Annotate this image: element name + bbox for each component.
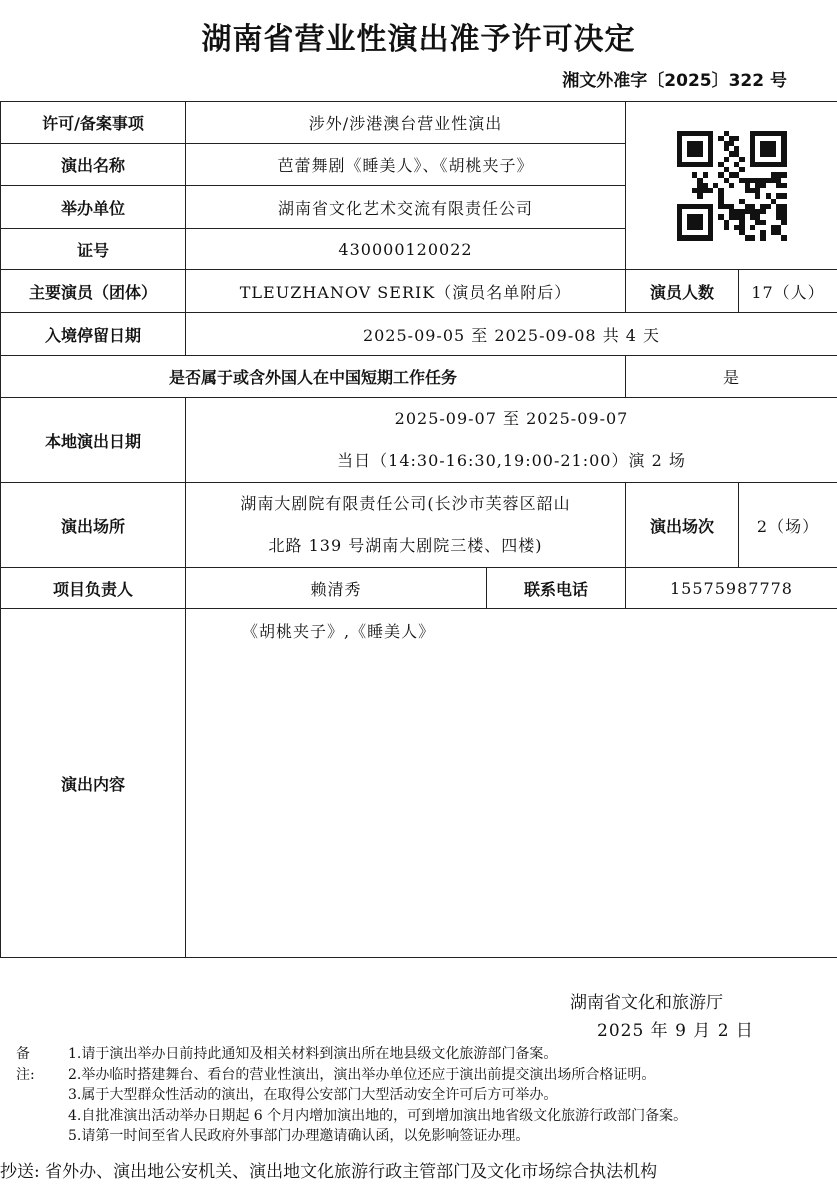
entry-stay-label: 入境停留日期	[1, 313, 186, 356]
performer-count-label: 演员人数	[626, 270, 739, 313]
main-performers-value: TLEUZHANOV SERIK（演员名单附后）	[186, 270, 626, 313]
local-dates-line-1: 2025-09-07 至 2025-09-07	[394, 409, 629, 428]
note-item: 2.举办临时搭建舞台、看台的营业性演出，演出举办单位还应于演出前提交演出场所合格证明。	[68, 1066, 656, 1083]
issuer-name: 湖南省文化和旅游厅	[570, 993, 723, 1013]
cert-no-label: 证号	[1, 229, 186, 270]
short-term-work-label: 是否属于或含外国人在中国短期工作任务	[1, 356, 626, 398]
content-value: 《胡桃夹子》,《睡美人》	[186, 609, 837, 958]
cc-line: 抄送: 省外办、演出地公安机关、演出地文化旅游行政主管部门及文化市场综合执法机构	[0, 1162, 658, 1182]
note-item: 1.请于演出举办日前持此通知及相关材料到演出所在地县级文化旅游部门备案。	[68, 1046, 558, 1062]
cert-no-value: 430000120022	[186, 229, 626, 270]
permit-table	[0, 101, 837, 958]
permit-item-label: 许可/备案事项	[1, 102, 186, 144]
content-label: 演出内容	[1, 609, 186, 958]
local-dates-label: 本地演出日期	[1, 398, 186, 483]
organizer-value: 湖南省文化艺术交流有限责任公司	[186, 186, 626, 229]
venue-value	[186, 483, 626, 568]
project-lead-value: 赖清秀	[186, 568, 487, 609]
document-number: 湘文外准字〔2025〕322 号	[562, 71, 787, 91]
phone-label: 联系电话	[487, 568, 626, 609]
performer-count-value: 17（人）	[739, 270, 837, 313]
notes-label: 备注:	[16, 1046, 35, 1083]
venue-label: 演出场所	[1, 483, 186, 568]
sessions-label: 演出场次	[626, 483, 739, 568]
venue-line-1: 湖南大剧院有限责任公司(长沙市芙蓉区韶山	[240, 494, 571, 513]
organizer-label: 举办单位	[1, 186, 186, 229]
venue-line-2: 北路 139 号湖南大剧院三楼、四楼)	[268, 536, 543, 555]
phone-value: 15575987778	[626, 568, 837, 609]
note-item: 3.属于大型群众性活动的演出，在取得公安部门大型活动安全许可后方可举办。	[68, 1087, 558, 1103]
show-name-label: 演出名称	[1, 144, 186, 186]
notes-list	[68, 1044, 687, 1147]
note-item: 4.自批准演出活动举办日期起 6 个月内增加演出地的，可到增加演出地省级文化旅游行政部门备案。	[68, 1107, 688, 1124]
issue-date: 2025 年 9 月 2 日	[597, 1021, 754, 1041]
note-item: 5.请第一时间至省人民政府外事部门办理邀请确认函，以免影响签证办理。	[68, 1128, 530, 1144]
entry-stay-value: 2025-09-05 至 2025-09-08 共 4 天	[186, 313, 837, 356]
short-term-work-value: 是	[626, 356, 837, 398]
show-name-value: 芭蕾舞剧《睡美人》、《胡桃夹子》	[186, 144, 626, 186]
local-dates-line-2: 当日（14:30-16:30,19:00-21:00）演 2 场	[337, 451, 686, 470]
qr-code-cell	[626, 102, 837, 270]
document-title: 湖南省营业性演出准予许可决定	[201, 22, 636, 57]
main-performers-label: 主要演员（团体）	[1, 270, 186, 313]
sessions-value: 2（场）	[739, 483, 837, 568]
local-dates-value	[186, 398, 837, 483]
project-lead-label: 项目负责人	[1, 568, 186, 609]
permit-item-value: 涉外/涉港澳台营业性演出	[186, 102, 626, 144]
qr-code-icon	[677, 131, 787, 241]
